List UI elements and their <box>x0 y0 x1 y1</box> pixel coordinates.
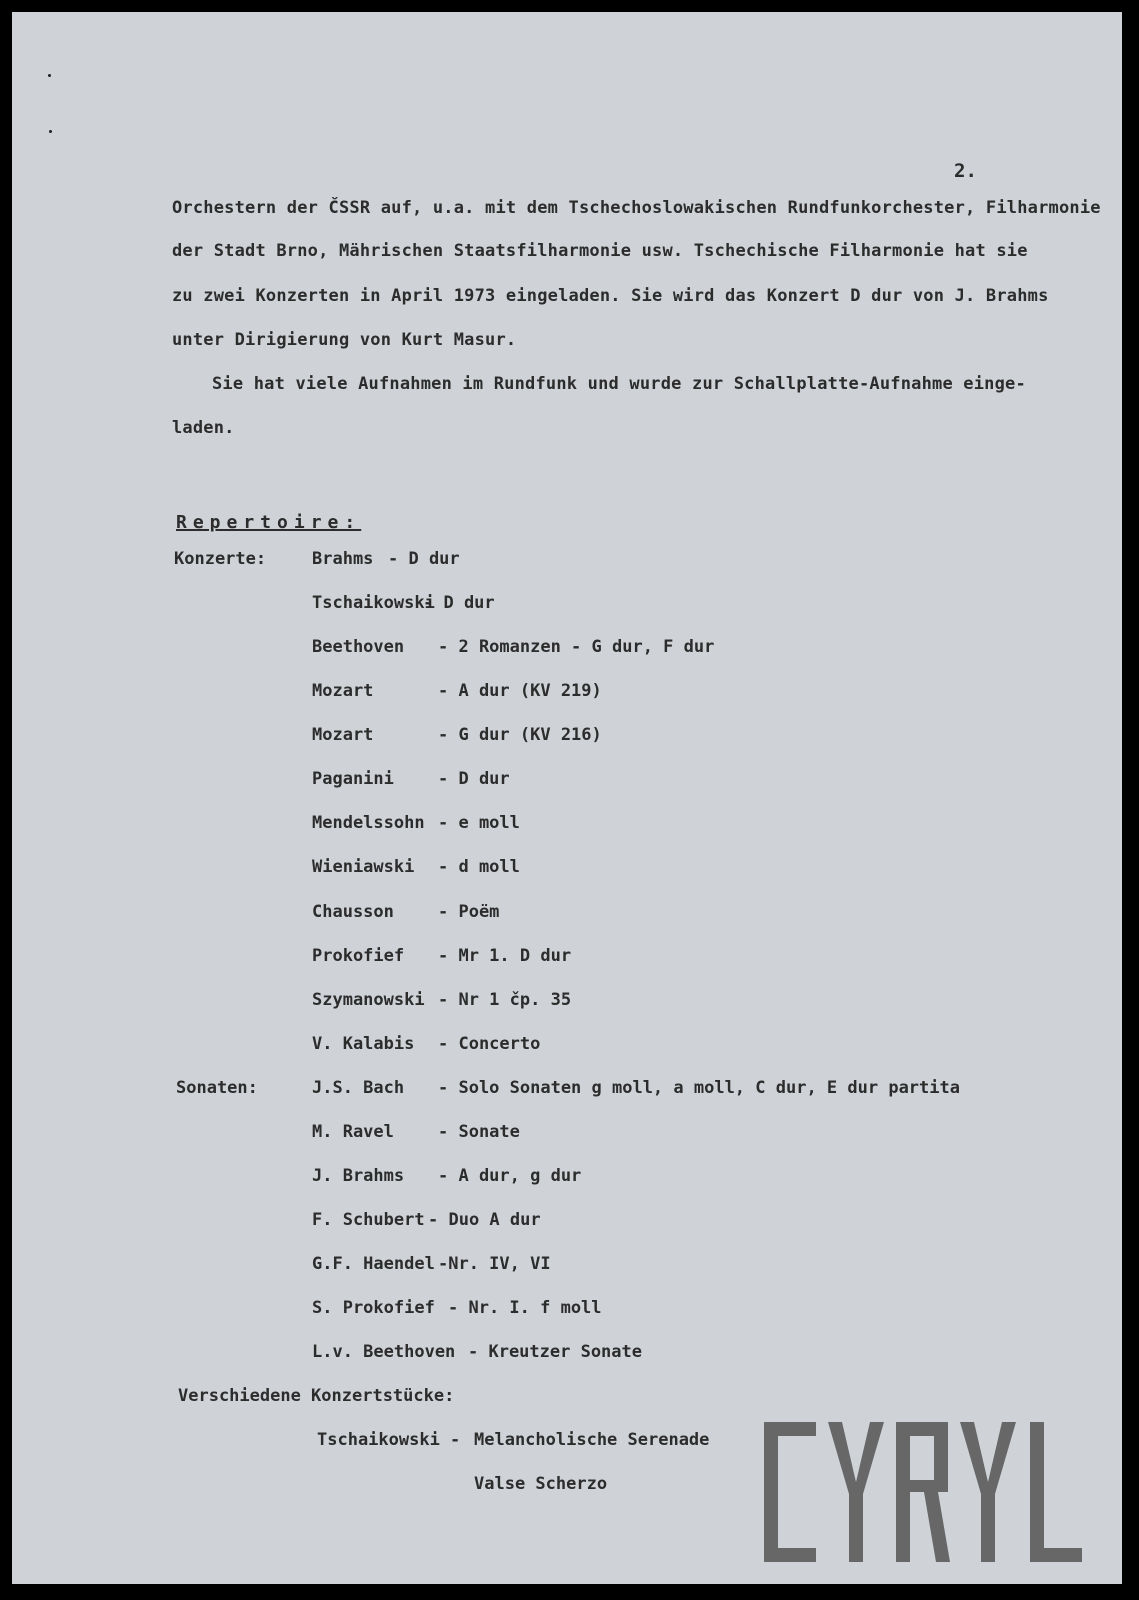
composer: Prokofief <box>312 946 405 966</box>
composer: Beethoven <box>312 637 405 657</box>
work: Valse Scherzo <box>474 1474 608 1494</box>
work: - Concerto <box>438 1034 541 1054</box>
work: - A dur (KV 219) <box>438 681 602 701</box>
composer: Brahms <box>312 549 374 569</box>
work: Melancholische Serenade <box>474 1430 710 1450</box>
composer: Chausson <box>312 902 394 922</box>
work: - D dur <box>388 549 460 569</box>
category-konzerte: Konzerte: <box>174 549 267 569</box>
category-sonaten: Sonaten: <box>176 1078 258 1098</box>
work: -Nr. IV, VI <box>438 1254 551 1274</box>
work: - D dur <box>438 769 510 789</box>
work: - Kreutzer Sonate <box>468 1342 642 1362</box>
composer: G.F. Haendel <box>312 1254 435 1274</box>
composer: Szymanowski <box>312 990 425 1010</box>
composer: F. Schubert <box>312 1210 425 1230</box>
composer: Tschaikowski <box>312 593 435 613</box>
paragraph-line: laden. <box>172 418 235 438</box>
work: - Solo Sonaten g moll, a moll, C dur, E dur partita <box>438 1078 960 1098</box>
work: - Duo A dur <box>428 1210 541 1230</box>
cyryl-watermark-logo <box>764 1422 1104 1562</box>
work: - Poëm <box>438 902 500 922</box>
composer: Tschaikowski - <box>317 1430 461 1450</box>
document-page <box>12 12 1122 1584</box>
composer: L.v. Beethoven <box>312 1342 456 1362</box>
paragraph-line: zu zwei Konzerten in April 1973 eingeladen. Sie wird das Konzert D dur von J. Brahms <box>172 286 1049 306</box>
composer: S. Prokofief <box>312 1298 435 1318</box>
work: - 2 Romanzen - G dur, F dur <box>438 637 715 657</box>
composer: Paganini <box>312 769 394 789</box>
composer: M. Ravel <box>312 1122 394 1142</box>
composer: V. Kalabis <box>312 1034 415 1054</box>
repertoire-heading: Repertoire: <box>176 512 362 533</box>
work: - e moll <box>438 813 520 833</box>
scan-mark <box>48 74 51 77</box>
work: - d moll <box>438 857 520 877</box>
scan-mark <box>49 130 52 133</box>
work: - Sonate <box>438 1122 520 1142</box>
work: - Nr 1 čp. 35 <box>438 990 572 1010</box>
work: - Mr 1. D dur <box>438 946 572 966</box>
composer: Mendelssohn <box>312 813 425 833</box>
paragraph-line: Orchestern der ČSSR auf, u.a. mit dem Tschechoslowakischen Rundfunkorchester, Filharmonie <box>172 198 1101 218</box>
composer: Wieniawski <box>312 857 415 877</box>
composer: J.S. Bach <box>312 1078 405 1098</box>
paragraph-line: der Stadt Brno, Mährischen Staatsfilharmonie usw. Tschechische Filharmonie hat sie <box>172 241 1028 261</box>
paragraph-line: unter Dirigierung von Kurt Masur. <box>172 330 517 350</box>
composer: Mozart <box>312 681 374 701</box>
work: - D dur <box>423 593 495 613</box>
composer: Mozart <box>312 725 374 745</box>
work: - G dur (KV 216) <box>438 725 602 745</box>
composer: J. Brahms <box>312 1166 405 1186</box>
category-verschiedene: Verschiedene Konzertstücke: <box>178 1386 455 1406</box>
work: - Nr. I. f moll <box>448 1298 602 1318</box>
paragraph-line: Sie hat viele Aufnahmen im Rundfunk und wurde zur Schallplatte-Aufnahme einge- <box>212 374 1026 394</box>
work: - A dur, g dur <box>438 1166 582 1186</box>
page-number: 2. <box>954 160 977 182</box>
